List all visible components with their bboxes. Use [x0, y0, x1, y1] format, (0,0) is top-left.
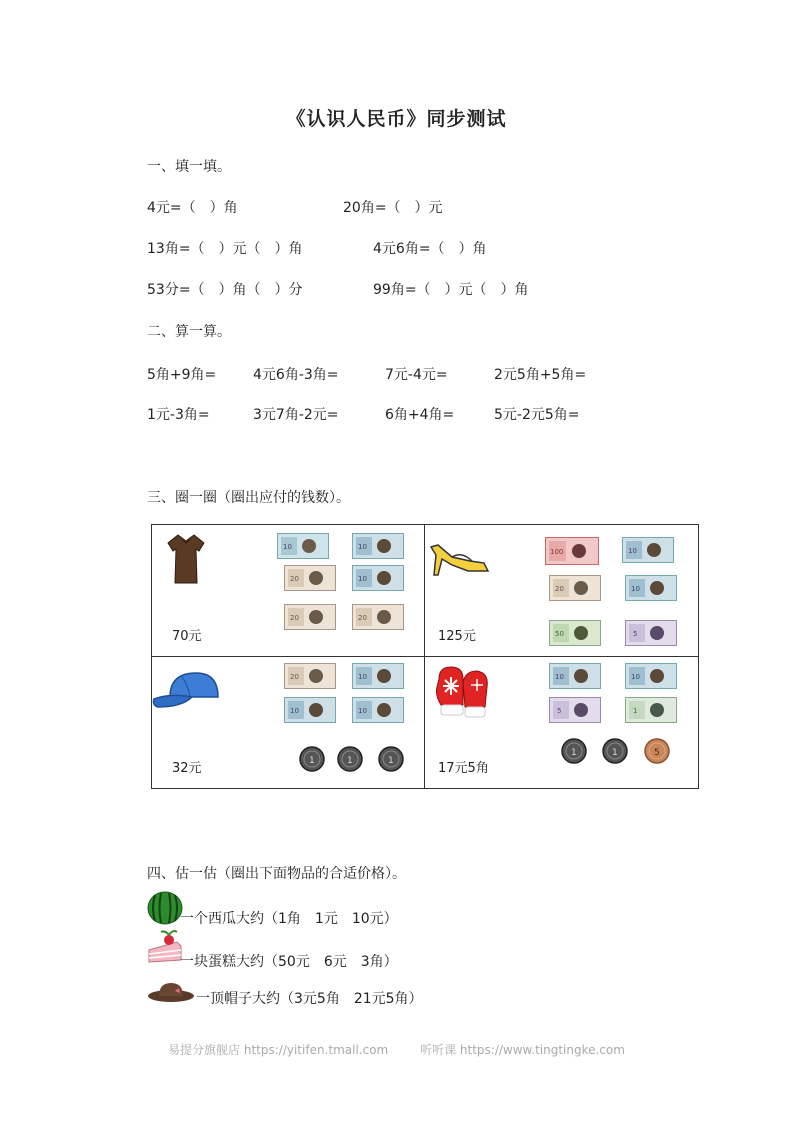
svg-text:1: 1	[612, 748, 618, 758]
svg-text:20: 20	[358, 614, 367, 622]
banknote-1-icon[interactable]	[625, 697, 677, 727]
grid-cell-cap	[152, 657, 424, 788]
banknote-10-icon[interactable]	[277, 533, 329, 563]
dress-icon	[166, 533, 206, 585]
banknote-10-icon[interactable]	[352, 697, 404, 727]
banknote-10-icon[interactable]	[622, 537, 674, 567]
banknote-10-icon[interactable]	[625, 575, 677, 605]
banknote-100-icon[interactable]	[545, 537, 599, 569]
calc-item: 2元5角+5角=	[494, 367, 587, 383]
svg-text:10: 10	[628, 547, 637, 555]
calc-item: 6角+4角=	[385, 407, 455, 423]
svg-text:50: 50	[555, 630, 564, 638]
svg-text:5: 5	[633, 630, 638, 638]
banknote-20-icon[interactable]	[284, 565, 336, 595]
calc-item: 7元-4元=	[385, 367, 448, 383]
money-grid	[151, 524, 699, 789]
section4-heading: 四、估一估（圈出下面物品的合适价格）。	[147, 866, 406, 882]
svg-text:1: 1	[347, 756, 353, 766]
banknote-20-icon[interactable]	[549, 575, 601, 605]
section3-heading: 三、圈一圈（圈出应付的钱数）。	[147, 490, 350, 506]
price-label: 70元	[172, 629, 202, 644]
estimate-item: 一顶帽子大约（3元5角 21元5角）	[196, 991, 423, 1007]
svg-text:10: 10	[358, 673, 367, 681]
svg-text:10: 10	[358, 707, 367, 715]
svg-text:100: 100	[550, 548, 564, 556]
fill-item: 99角=（ ）元（ ）角	[373, 282, 529, 298]
estimate-item: 一块蛋糕大约（50元 6元 3角）	[180, 954, 398, 970]
svg-text:5: 5	[557, 707, 562, 715]
fill-item: 20角=（ ）元	[343, 200, 443, 216]
banknote-10-icon[interactable]	[549, 663, 601, 693]
section1-heading: 一、填一填。	[147, 159, 231, 175]
page-title: 《认识人民币》同步测试	[286, 108, 507, 130]
price-label: 32元	[172, 761, 202, 776]
banknote-5-icon[interactable]	[549, 697, 601, 727]
watermelon-icon	[147, 891, 183, 925]
baseball-cap-icon	[152, 669, 222, 711]
svg-text:20: 20	[290, 673, 299, 681]
calc-item: 1元-3角=	[147, 407, 210, 423]
svg-text:10: 10	[358, 575, 367, 583]
svg-text:1: 1	[571, 748, 577, 758]
footer-site-link[interactable]: 听听课 https://www.tingtingke.com	[420, 1043, 625, 1057]
coin-1yuan-icon[interactable]	[336, 745, 364, 777]
svg-text:10: 10	[283, 543, 292, 551]
svg-text:10: 10	[555, 673, 564, 681]
svg-text:1: 1	[388, 756, 394, 766]
banknote-10-icon[interactable]	[352, 533, 404, 563]
svg-text:10: 10	[631, 585, 640, 593]
banknote-10-icon[interactable]	[284, 697, 336, 727]
banknote-10-icon[interactable]	[352, 565, 404, 595]
fill-item: 53分=（ ）角（ ）分	[147, 282, 303, 298]
banknote-20-icon[interactable]	[284, 604, 336, 634]
price-label: 17元5角	[438, 761, 489, 776]
banknote-20-icon[interactable]	[284, 663, 336, 693]
mittens-icon	[433, 665, 493, 721]
fill-item: 4元=（ ）角	[147, 200, 238, 216]
calc-item: 4元6角-3角=	[253, 367, 339, 383]
footer	[0, 1041, 793, 1058]
svg-text:10: 10	[290, 707, 299, 715]
grid-cell-mittens	[425, 657, 697, 788]
svg-text:1: 1	[309, 756, 315, 766]
calc-item: 5角+9角=	[147, 367, 217, 383]
fill-item: 13角=（ ）元（ ）角	[147, 241, 303, 257]
svg-text:10: 10	[358, 543, 367, 551]
cake-icon	[147, 928, 183, 964]
estimate-item: 一个西瓜大约（1角 1元 10元）	[180, 911, 398, 927]
banknote-10-icon[interactable]	[625, 663, 677, 693]
footer-shop-link[interactable]: 易提分旗舰店 https://yitifen.tmall.com	[168, 1043, 389, 1057]
coin-5jiao-icon[interactable]	[643, 737, 671, 769]
svg-text:10: 10	[631, 673, 640, 681]
calc-item: 5元-2元5角=	[494, 407, 580, 423]
svg-text:20: 20	[290, 614, 299, 622]
banknote-5-icon[interactable]	[625, 620, 677, 650]
coin-1yuan-icon[interactable]	[601, 737, 629, 769]
grid-cell-shoe	[425, 525, 697, 656]
svg-text:1: 1	[633, 707, 638, 715]
banknote-10-icon[interactable]	[352, 663, 404, 693]
high-heel-shoe-icon	[428, 541, 490, 577]
price-label: 125元	[438, 629, 476, 644]
grid-cell-dress	[152, 525, 424, 656]
calc-item: 3元7角-2元=	[253, 407, 339, 423]
section2-heading: 二、算一算。	[147, 324, 231, 340]
fill-item: 4元6角=（ ）角	[373, 241, 487, 257]
coin-1yuan-icon[interactable]	[377, 745, 405, 777]
brown-hat-icon	[147, 979, 195, 1003]
svg-text:5: 5	[654, 748, 660, 758]
coin-1yuan-icon[interactable]	[298, 745, 326, 777]
banknote-50-icon[interactable]	[549, 620, 601, 650]
coin-1yuan-icon[interactable]	[560, 737, 588, 769]
banknote-20-icon[interactable]	[352, 604, 404, 634]
svg-text:20: 20	[290, 575, 299, 583]
svg-text:20: 20	[555, 585, 564, 593]
